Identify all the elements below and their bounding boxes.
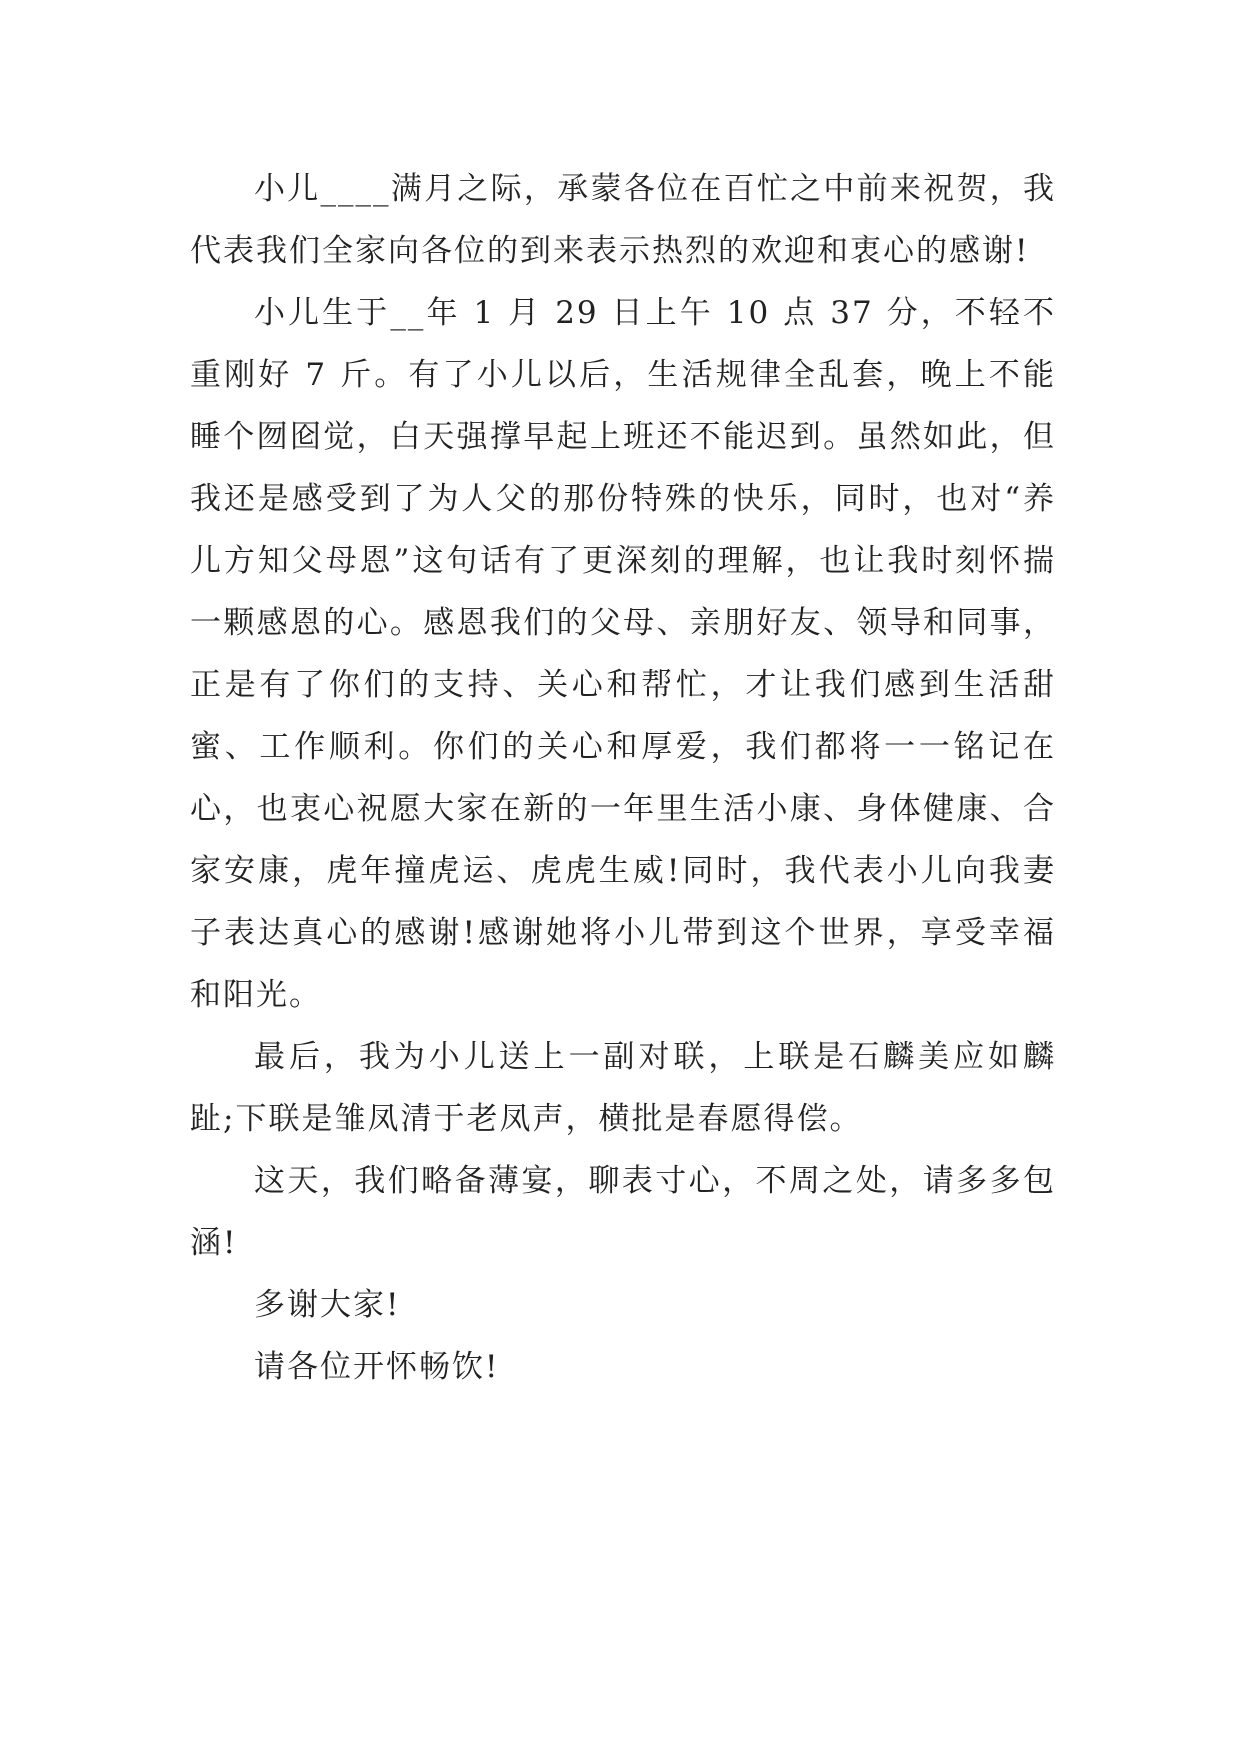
- paragraph-toast: 请各位开怀畅饮!: [254, 1349, 500, 1385]
- paragraph-banquet: 这天，我们略备薄宴，聊表寸心，不周之处，请多多包涵!: [190, 1163, 1056, 1261]
- paragraph-thanks: 多谢大家!: [254, 1287, 401, 1323]
- paragraph-opening: 小儿____满月之际，承蒙各位在百忙之中前来祝贺，我代表我们全家向各位的到来表示热烈的欢迎和衷心的感谢!: [190, 171, 1056, 269]
- paragraph-couplet: 最后，我为小儿送上一副对联，上联是石麟美应如麟趾;下联是雏凤清于老凤声，横批是春愿得偿。: [190, 1039, 1056, 1137]
- paragraph-birth-story: 小儿生于__年 1 月 29 日上午 10 点 37 分，不轻不重刚好 7 斤。有了小儿以后，生活规律全乱套，晚上不能睡个囫囵觉，白天强撑早起上班还不能迟到。虽然如此，但我还是感受到了为人父的那份特殊的快乐，同时，也对“养儿方知父母恩”这句话有了更深刻的理解，也让我时刻怀揣一颗感恩的心。感恩我们的父母、亲朋好友、领导和同事，正是有了你们的支持、关心和帮忙，才让我们感到生活甜蜜、工作顺利。你们的关心和厚爱，我们都将一一铭记在心，也衷心祝愿大家在新的一年里生活小康、身体健康、合家安康，虎年撞虎运、虎虎生威!同时，我代表小儿向我妻子表达真心的感谢!感谢她将小儿带到这个世界，享受幸福和阳光。: [190, 295, 1056, 1013]
- document-body: [190, 158, 1056, 1398]
